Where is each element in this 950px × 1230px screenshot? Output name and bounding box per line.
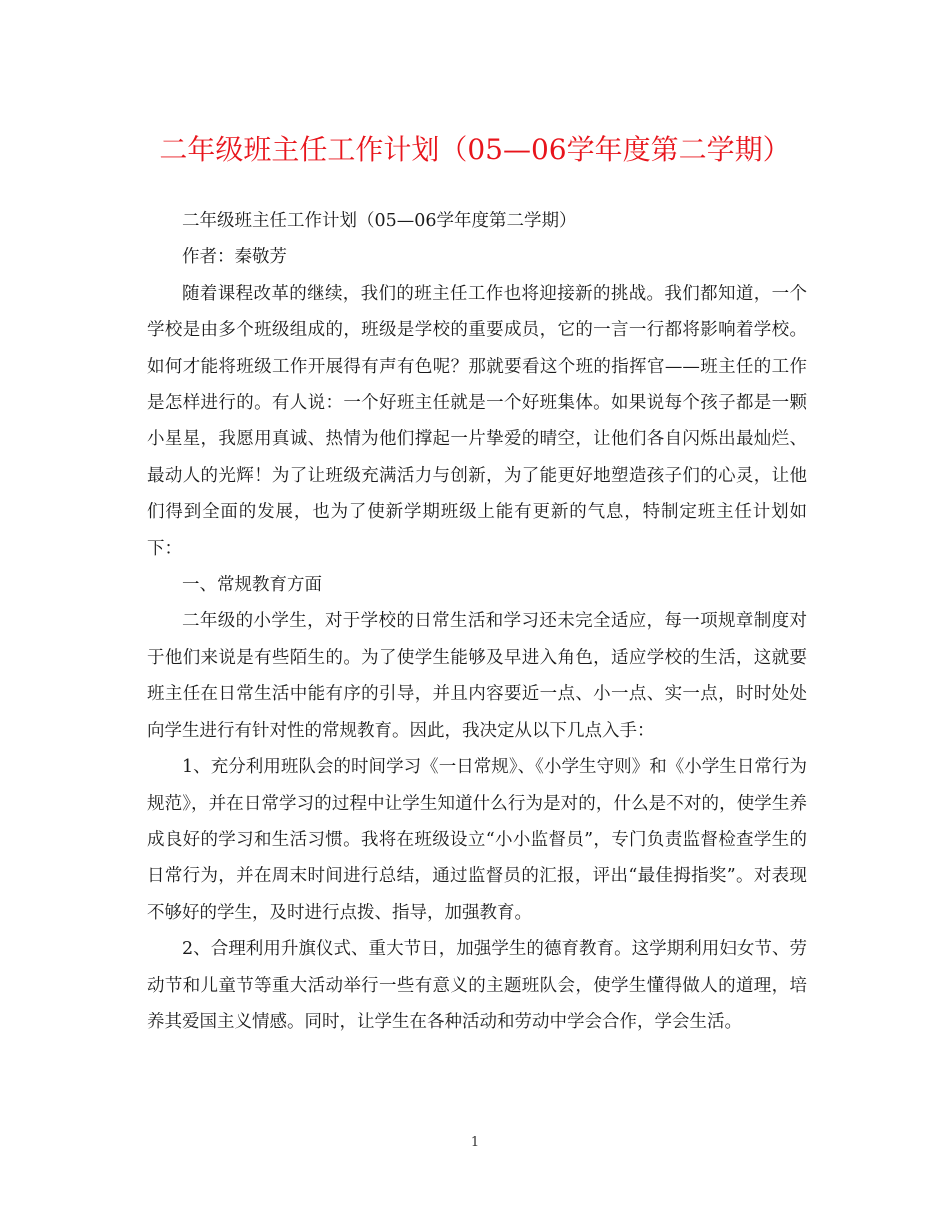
subtitle-paragraph: 二年级班主任工作计划（05—06学年度第二学期） <box>182 211 577 231</box>
author-paragraph: 作者：秦敬芳 <box>182 247 287 268</box>
section-heading: 一、常规教育方面 <box>182 575 322 596</box>
section-paragraph: 二年级的小学生，对于学校的日常生活和学习还未完全适应，每一项规章制度对于他们来说是有些陌生的。为了使学生能够及早进入角色，适应学校的生活，这就要班主任在日常生活中能有序的引导，并且内容要近一点、小一点、实一点，时时处处向学生进行有针对性的常规教育。因此，我决定从以下几点入手： <box>147 611 807 741</box>
list-item-paragraph-2: 2、合理利用升旗仪式、重大节日，加强学生的德育教育。这学期利用妇女节、劳动节和儿童节等重大活动举行一些有意义的主题班队会，使学生懂得做人的道理，培养其爱国主义情感。同时，让学生在各种活动和劳动中学会合作，学会生活。 <box>147 939 807 1032</box>
list-item-paragraph-1: 1、充分利用班队会的时间学习《一日常规》、《小学生守则》和《小学生日常行为规范》，并在日常学习的过程中让学生知道什么行为是对的，什么是不对的，使学生养成良好的学习和生活习惯。我将在班级设立“小小监督员”，专门负责监督检查学生的日常行为，并在周末时间进行总结，通过监督员的汇报，评出“最佳拇指奖”。对表现不够好的学生，及时进行点拨、指导，加强教育。 <box>147 757 807 923</box>
document-title: 二年级班主任工作计划（05—06学年度第二学期） <box>159 133 791 166</box>
intro-paragraph: 随着课程改革的继续，我们的班主任工作也将迎接新的挑战。我们都知道，一个学校是由多个班级组成的，班级是学校的重要成员，它的一言一行都将影响着学校。如何才能将班级工作开展得有声有色呢？那就要看这个班的指挥官——班主任的工作是怎样进行的。有人说：一个好班主任就是一个好班集体。如果说每个孩子都是一颗小星星，我愿用真诚、热情为他们撑起一片挚爱的晴空，让他们各自闪烁出最灿烂、最动人的光辉！为了让班级充满活力与创新，为了能更好地塑造孩子们的心灵，让他们得到全面的发展，也为了使新学期班级上能有更新的气息，特制定班主任计划如下： <box>147 283 807 559</box>
page-number: 1 <box>470 1135 480 1150</box>
document-body <box>147 203 807 1040</box>
